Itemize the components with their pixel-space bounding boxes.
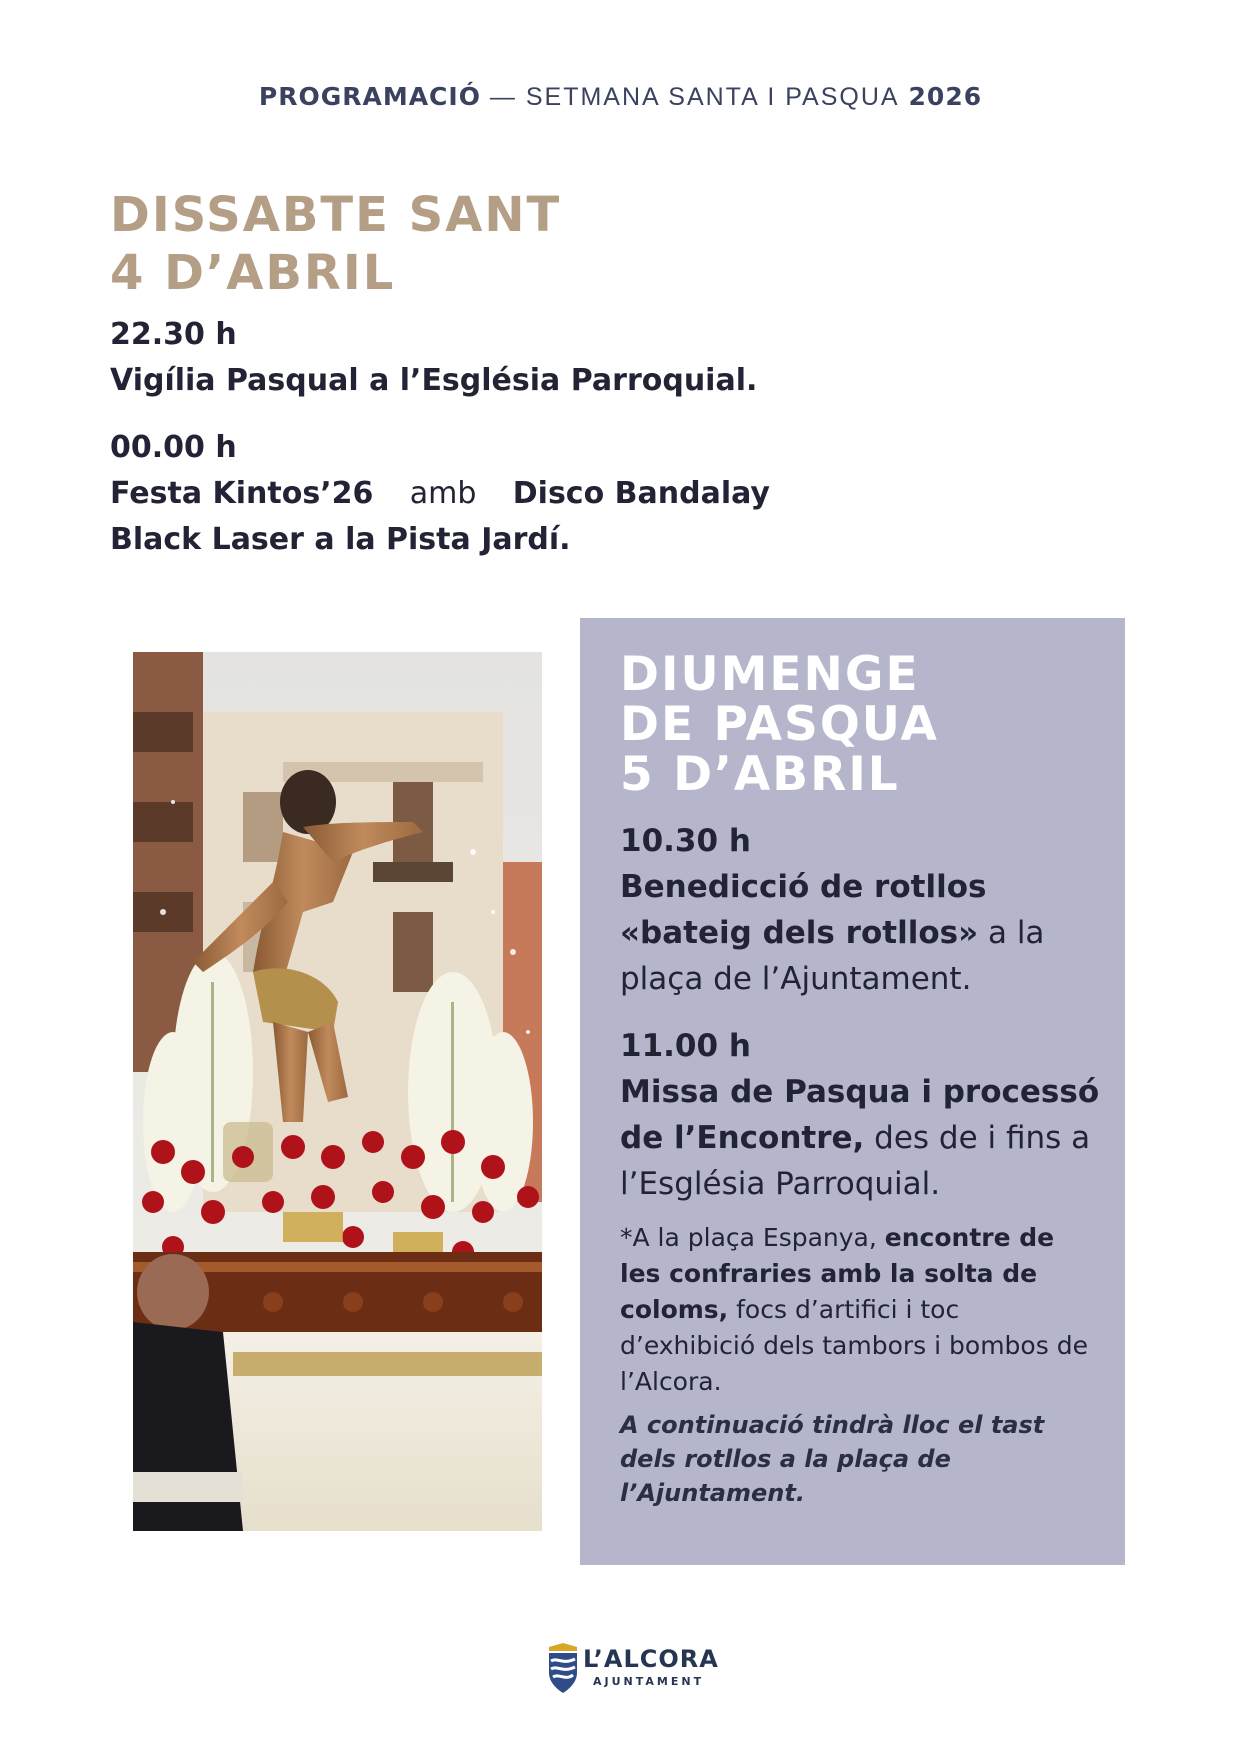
sunday-title	[620, 647, 939, 802]
page-header	[0, 82, 1241, 112]
event-time: 00.00 h	[110, 430, 237, 465]
sunday-event-2	[620, 1023, 1100, 1207]
saturday-title-line1: DISSABTE SANT	[110, 187, 562, 243]
alcora-logo	[545, 1641, 719, 1697]
event-title-2: «bateig dels rotllos»	[620, 915, 979, 951]
logo-subtitle: AJUNTAMENT	[593, 1675, 705, 1688]
event-text-2: l’Església Parroquial.	[620, 1166, 941, 1202]
header-label: PROGRAMACIÓ	[258, 82, 481, 111]
sunday-title-line1: DIUMENGE	[620, 647, 920, 702]
alcora-crest-icon	[545, 1641, 581, 1697]
header-dash: —	[489, 83, 517, 111]
sunday-title-line3: 5 D’ABRIL	[620, 747, 900, 802]
event-text-bold: Festa Kintos’26	[110, 476, 374, 511]
header-year: 2026	[908, 82, 983, 111]
saturday-title-line2: 4 D’ABRIL	[110, 245, 396, 301]
event-text-bold-2: Disco Bandalay	[512, 476, 770, 511]
sunday-note-2: A continuació tindrà lloc el tast dels rotllos a la plaça de l’Ajuntament.	[620, 1411, 1045, 1507]
event-text: a la	[987, 915, 1045, 951]
event-text-line2: Black Laser a la Pista Jardí.	[110, 522, 571, 557]
event-time: 10.30 h	[620, 823, 751, 859]
sunday-panel	[580, 618, 1125, 1565]
note-text-bold: encontre de les confraries amb la solta de coloms,	[620, 1223, 1055, 1324]
event-text: Vigília Pasqual a l’Església Parroquial.	[110, 363, 758, 398]
logo-name: L’ALCORA	[583, 1645, 719, 1673]
note-text: *A la plaça Espanya,	[620, 1223, 877, 1252]
event-text: des de i fins a	[874, 1120, 1091, 1156]
note-text-2: focs d’artifici i toc d’exhibició dels tambors i bombos de l’Alcora.	[620, 1295, 1088, 1396]
procession-photo	[133, 652, 542, 1531]
saturday-event-2	[110, 425, 770, 563]
event-time: 22.30 h	[110, 317, 237, 352]
sunday-title-line2: DE PASQUA	[620, 697, 939, 752]
saturday-title	[110, 186, 561, 302]
event-title: Benedicció de rotllos	[620, 869, 987, 905]
sunday-event-1	[620, 818, 1100, 1002]
event-text-normal: amb	[409, 476, 477, 511]
sunday-note	[620, 1220, 1100, 1400]
saturday-event-1	[110, 312, 810, 404]
event-text-2: plaça de l’Ajuntament.	[620, 961, 972, 997]
header-subtitle: SETMANA SANTA I PASQUA	[525, 83, 900, 111]
event-time: 11.00 h	[620, 1028, 751, 1064]
event-title: Missa de Pasqua i processó	[620, 1074, 1100, 1110]
event-title-2: de l’Encontre,	[620, 1120, 865, 1156]
